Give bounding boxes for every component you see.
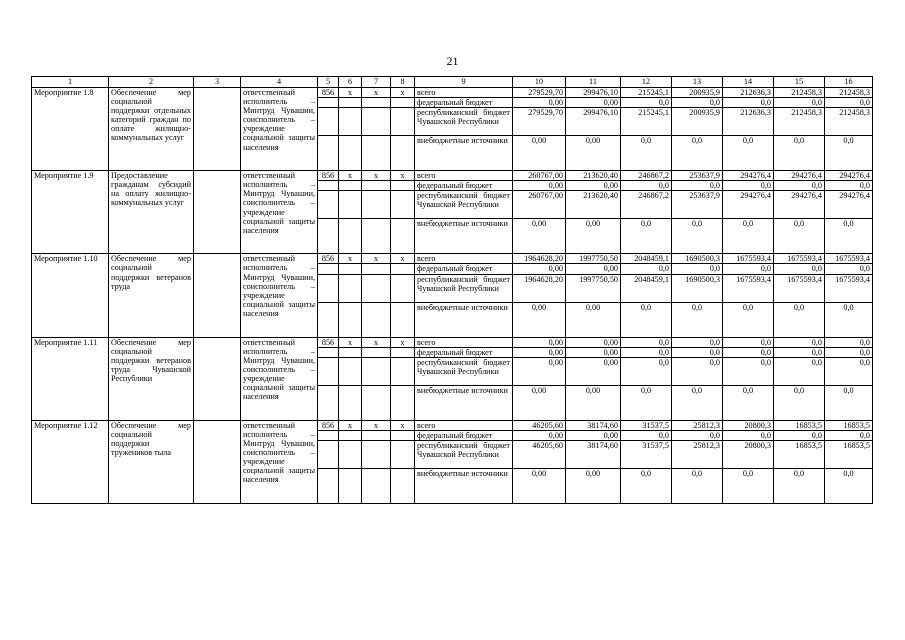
- empty-cell: [391, 347, 415, 357]
- value-cell: 2048459,1: [621, 274, 672, 302]
- code-cell: 856: [318, 420, 339, 430]
- header-cell: 7: [362, 77, 391, 88]
- code-cell: x: [339, 171, 362, 181]
- empty-cell: [339, 219, 362, 254]
- value-cell: 279529,70: [513, 88, 566, 98]
- code-cell: x: [339, 254, 362, 264]
- measure-description: Обеспечение мер социальной поддержки ветеранов труда: [109, 254, 194, 337]
- value-cell: 1964628,20: [513, 274, 566, 302]
- value-cell: 0,0: [774, 136, 825, 171]
- value-cell: 0,00: [566, 302, 621, 337]
- value-cell: 0,0: [774, 219, 825, 254]
- value-cell: 299476,10: [566, 88, 621, 98]
- value-cell: 0,0: [825, 357, 873, 385]
- value-cell: 294276,4: [723, 191, 774, 219]
- code-cell: x: [391, 420, 415, 430]
- value-cell: 0,0: [621, 357, 672, 385]
- value-cell: 0,00: [566, 136, 621, 171]
- value-cell: 0,0: [723, 337, 774, 347]
- value-cell: 0,0: [723, 357, 774, 385]
- value-cell: 0,0: [621, 181, 672, 191]
- empty-cell: [318, 98, 339, 108]
- value-cell: 0,0: [774, 430, 825, 440]
- value-cell: 294276,4: [774, 171, 825, 181]
- value-cell: 1675593,4: [825, 274, 873, 302]
- value-cell: 16853,5: [825, 440, 873, 468]
- measure-description: Предоставление гражданам субсидий на оплату жилищно-коммунальных услуг: [109, 171, 194, 254]
- value-cell: 294276,4: [774, 191, 825, 219]
- value-cell: 0,00: [513, 302, 566, 337]
- code-cell: x: [362, 171, 391, 181]
- value-cell: 0,0: [672, 98, 723, 108]
- value-cell: 25812,3: [672, 420, 723, 430]
- empty-cell: [339, 274, 362, 302]
- value-cell: 0,00: [513, 347, 566, 357]
- code-cell: 856: [318, 254, 339, 264]
- empty-cell: [339, 468, 362, 503]
- measure-executor: ответственный исполнитель – Минтруд Чувашии, соисполнитель – учреждение социальной защиты населения: [241, 254, 318, 337]
- header-cell: 6: [339, 77, 362, 88]
- empty-cell: [339, 108, 362, 136]
- empty-cell: [318, 468, 339, 503]
- value-cell: 0,0: [825, 385, 873, 420]
- empty-cell: [391, 274, 415, 302]
- value-cell: 0,0: [825, 264, 873, 274]
- value-cell: 0,0: [774, 385, 825, 420]
- code-cell: 856: [318, 171, 339, 181]
- code-cell: x: [391, 254, 415, 264]
- value-cell: 0,0: [621, 98, 672, 108]
- value-cell: 0,0: [672, 264, 723, 274]
- value-cell: 212458,3: [825, 108, 873, 136]
- empty-cell: [339, 98, 362, 108]
- value-cell: 1690500,3: [672, 254, 723, 264]
- empty-cell: [318, 357, 339, 385]
- header-cell: 5: [318, 77, 339, 88]
- measure-executor: ответственный исполнитель – Минтруд Чувашии, соисполнитель – учреждение социальной защиты населения: [241, 337, 318, 420]
- value-cell: 38174,60: [566, 440, 621, 468]
- empty-cell: [391, 357, 415, 385]
- empty-cell: [391, 136, 415, 171]
- empty-cell: [339, 430, 362, 440]
- funding-source: федеральный бюджет: [415, 181, 513, 191]
- measure-name: Мероприятие 1.9: [32, 171, 109, 254]
- value-cell: 2048459,1: [621, 254, 672, 264]
- empty-cell: [362, 347, 391, 357]
- empty-cell: [391, 181, 415, 191]
- header-cell: 14: [723, 77, 774, 88]
- empty-cell: [362, 219, 391, 254]
- header-cell: 10: [513, 77, 566, 88]
- value-cell: 0,0: [723, 385, 774, 420]
- value-cell: 0,0: [723, 347, 774, 357]
- empty-cell: [318, 264, 339, 274]
- value-cell: 0,0: [723, 181, 774, 191]
- value-cell: 1675593,4: [723, 254, 774, 264]
- code-cell: x: [391, 337, 415, 347]
- code-cell: x: [362, 88, 391, 98]
- funding-source: федеральный бюджет: [415, 430, 513, 440]
- funding-source: внебюджетные источники: [415, 136, 513, 171]
- funding-source: республиканский бюджет Чувашской Республики: [415, 191, 513, 219]
- measure-name: Мероприятие 1.8: [32, 88, 109, 171]
- empty-cell: [194, 254, 241, 337]
- empty-cell: [391, 264, 415, 274]
- empty-cell: [339, 264, 362, 274]
- table-row: [32, 254, 873, 264]
- value-cell: 0,0: [825, 347, 873, 357]
- empty-cell: [362, 264, 391, 274]
- value-cell: 0,0: [723, 468, 774, 503]
- value-cell: 1964628,20: [513, 254, 566, 264]
- value-cell: 253637,9: [672, 171, 723, 181]
- empty-cell: [362, 274, 391, 302]
- value-cell: 0,00: [566, 181, 621, 191]
- page-number: 21: [446, 54, 459, 68]
- value-cell: 0,00: [513, 385, 566, 420]
- empty-cell: [391, 468, 415, 503]
- empty-cell: [318, 136, 339, 171]
- empty-cell: [194, 337, 241, 420]
- empty-cell: [391, 430, 415, 440]
- measure-description: Обеспечение мер социальной поддержки отдельных категорий граждан по оплате жилищно-коммунальных услуг: [109, 88, 194, 171]
- value-cell: 0,0: [621, 337, 672, 347]
- value-cell: 0,0: [621, 385, 672, 420]
- value-cell: 260767,00: [513, 191, 566, 219]
- table-row: [32, 171, 873, 181]
- value-cell: 0,0: [672, 181, 723, 191]
- value-cell: 0,0: [672, 337, 723, 347]
- funding-source: республиканский бюджет Чувашской Республики: [415, 274, 513, 302]
- table-row: [32, 88, 873, 98]
- header-cell: 8: [391, 77, 415, 88]
- measure-name: Мероприятие 1.11: [32, 337, 109, 420]
- value-cell: 215245,1: [621, 88, 672, 98]
- empty-cell: [339, 302, 362, 337]
- value-cell: 0,0: [774, 302, 825, 337]
- value-cell: 0,00: [513, 468, 566, 503]
- value-cell: 0,00: [513, 181, 566, 191]
- header-cell: 11: [566, 77, 621, 88]
- code-cell: 856: [318, 88, 339, 98]
- value-cell: 0,0: [621, 468, 672, 503]
- budget-table: [31, 76, 873, 504]
- funding-source: внебюджетные источники: [415, 468, 513, 503]
- value-cell: 0,0: [774, 98, 825, 108]
- empty-cell: [391, 108, 415, 136]
- value-cell: 0,0: [825, 181, 873, 191]
- funding-source: республиканский бюджет Чувашской Республики: [415, 440, 513, 468]
- measure-executor: ответственный исполнитель – Минтруд Чувашии, соисполнитель – учреждение социальной защиты населения: [241, 88, 318, 171]
- value-cell: 0,00: [513, 264, 566, 274]
- measure-name: Мероприятие 1.10: [32, 254, 109, 337]
- value-cell: 212458,3: [774, 108, 825, 136]
- funding-source: республиканский бюджет Чувашской Республики: [415, 108, 513, 136]
- value-cell: 0,00: [566, 98, 621, 108]
- empty-cell: [362, 181, 391, 191]
- value-cell: 1690500,3: [672, 274, 723, 302]
- value-cell: 0,0: [672, 430, 723, 440]
- empty-cell: [318, 274, 339, 302]
- value-cell: 0,00: [566, 430, 621, 440]
- value-cell: 0,0: [723, 98, 774, 108]
- value-cell: 0,0: [621, 136, 672, 171]
- value-cell: 1675593,4: [774, 254, 825, 264]
- empty-cell: [194, 420, 241, 503]
- value-cell: 213620,40: [566, 191, 621, 219]
- value-cell: 20800,3: [723, 420, 774, 430]
- code-cell: x: [339, 420, 362, 430]
- funding-source: всего: [415, 171, 513, 181]
- value-cell: 0,0: [672, 357, 723, 385]
- header-row: [32, 77, 873, 88]
- funding-source: федеральный бюджет: [415, 347, 513, 357]
- header-cell: 2: [109, 77, 194, 88]
- empty-cell: [362, 136, 391, 171]
- value-cell: 294276,4: [723, 171, 774, 181]
- empty-cell: [318, 347, 339, 357]
- table-row: [32, 420, 873, 430]
- value-cell: 0,00: [566, 357, 621, 385]
- empty-cell: [194, 88, 241, 171]
- empty-cell: [318, 440, 339, 468]
- value-cell: 0,0: [825, 337, 873, 347]
- value-cell: 31537,5: [621, 440, 672, 468]
- header-cell: 15: [774, 77, 825, 88]
- header-cell: 16: [825, 77, 873, 88]
- empty-cell: [362, 98, 391, 108]
- value-cell: 260767,00: [513, 171, 566, 181]
- value-cell: 0,0: [621, 302, 672, 337]
- funding-source: республиканский бюджет Чувашской Республики: [415, 357, 513, 385]
- value-cell: 0,0: [672, 136, 723, 171]
- value-cell: 215245,1: [621, 108, 672, 136]
- funding-source: всего: [415, 254, 513, 264]
- empty-cell: [391, 191, 415, 219]
- value-cell: 0,0: [621, 347, 672, 357]
- code-cell: x: [339, 337, 362, 347]
- code-cell: x: [391, 88, 415, 98]
- empty-cell: [391, 385, 415, 420]
- funding-source: всего: [415, 337, 513, 347]
- value-cell: 0,00: [513, 357, 566, 385]
- value-cell: 16853,5: [774, 420, 825, 430]
- value-cell: 0,0: [672, 468, 723, 503]
- value-cell: 0,0: [825, 136, 873, 171]
- empty-cell: [318, 181, 339, 191]
- value-cell: 0,0: [621, 219, 672, 254]
- value-cell: 212458,3: [825, 88, 873, 98]
- code-cell: x: [339, 88, 362, 98]
- empty-cell: [194, 171, 241, 254]
- header-cell: 9: [415, 77, 513, 88]
- table-row: [32, 337, 873, 347]
- value-cell: 0,0: [723, 264, 774, 274]
- code-cell: x: [362, 254, 391, 264]
- value-cell: 299476,10: [566, 108, 621, 136]
- value-cell: 0,00: [513, 219, 566, 254]
- value-cell: 0,0: [774, 468, 825, 503]
- header-cell: 1: [32, 77, 109, 88]
- code-cell: 856: [318, 337, 339, 347]
- value-cell: 0,0: [621, 264, 672, 274]
- funding-source: внебюджетные источники: [415, 219, 513, 254]
- measure-executor: ответственный исполнитель – Минтруд Чувашии, соисполнитель – учреждение социальной защиты населения: [241, 420, 318, 503]
- empty-cell: [362, 302, 391, 337]
- value-cell: 0,00: [513, 430, 566, 440]
- empty-cell: [362, 468, 391, 503]
- value-cell: 16853,5: [825, 420, 873, 430]
- value-cell: 20800,3: [723, 440, 774, 468]
- value-cell: 0,0: [825, 302, 873, 337]
- value-cell: 1997750,50: [566, 254, 621, 264]
- value-cell: 246867,2: [621, 171, 672, 181]
- value-cell: 0,0: [723, 219, 774, 254]
- value-cell: 0,00: [566, 264, 621, 274]
- empty-cell: [339, 440, 362, 468]
- funding-source: федеральный бюджет: [415, 264, 513, 274]
- empty-cell: [318, 219, 339, 254]
- empty-cell: [318, 385, 339, 420]
- value-cell: 212636,3: [723, 108, 774, 136]
- value-cell: 16853,5: [774, 440, 825, 468]
- value-cell: 0,0: [672, 347, 723, 357]
- value-cell: 0,0: [621, 430, 672, 440]
- empty-cell: [318, 108, 339, 136]
- value-cell: 0,0: [774, 181, 825, 191]
- value-cell: 0,0: [825, 468, 873, 503]
- funding-source: всего: [415, 88, 513, 98]
- value-cell: 200935,9: [672, 88, 723, 98]
- value-cell: 0,0: [774, 347, 825, 357]
- value-cell: 0,00: [566, 219, 621, 254]
- value-cell: 0,0: [723, 430, 774, 440]
- value-cell: 1997750,50: [566, 274, 621, 302]
- measure-name: Мероприятие 1.12: [32, 420, 109, 503]
- value-cell: 0,00: [566, 337, 621, 347]
- empty-cell: [318, 191, 339, 219]
- funding-source: внебюджетные источники: [415, 385, 513, 420]
- value-cell: 0,0: [672, 302, 723, 337]
- empty-cell: [362, 440, 391, 468]
- funding-source: федеральный бюджет: [415, 98, 513, 108]
- measure-executor: ответственный исполнитель – Минтруд Чувашии, соисполнитель – учреждение социальной защиты населения: [241, 171, 318, 254]
- value-cell: 1675593,4: [723, 274, 774, 302]
- funding-source: внебюджетные источники: [415, 302, 513, 337]
- empty-cell: [339, 357, 362, 385]
- empty-cell: [362, 357, 391, 385]
- value-cell: 294276,4: [825, 191, 873, 219]
- value-cell: 38174,60: [566, 420, 621, 430]
- empty-cell: [362, 191, 391, 219]
- empty-cell: [339, 181, 362, 191]
- empty-cell: [391, 302, 415, 337]
- value-cell: 46205,60: [513, 420, 566, 430]
- value-cell: 212458,3: [774, 88, 825, 98]
- value-cell: 25812,3: [672, 440, 723, 468]
- value-cell: 0,0: [672, 219, 723, 254]
- value-cell: 1675593,4: [825, 254, 873, 264]
- empty-cell: [339, 191, 362, 219]
- value-cell: 0,00: [513, 337, 566, 347]
- value-cell: 0,00: [566, 468, 621, 503]
- measure-description: Обеспечение мер социальной поддержки ветеранов труда Чувашской Республики: [109, 337, 194, 420]
- empty-cell: [391, 219, 415, 254]
- value-cell: 0,0: [723, 302, 774, 337]
- value-cell: 253637,9: [672, 191, 723, 219]
- value-cell: 0,0: [723, 136, 774, 171]
- value-cell: 0,0: [774, 337, 825, 347]
- empty-cell: [362, 108, 391, 136]
- value-cell: 246867,2: [621, 191, 672, 219]
- code-cell: x: [362, 420, 391, 430]
- value-cell: 200935,9: [672, 108, 723, 136]
- value-cell: 0,0: [825, 219, 873, 254]
- value-cell: 0,0: [672, 385, 723, 420]
- empty-cell: [362, 430, 391, 440]
- empty-cell: [362, 385, 391, 420]
- value-cell: 0,00: [513, 136, 566, 171]
- value-cell: 294276,4: [825, 171, 873, 181]
- value-cell: 31537,5: [621, 420, 672, 430]
- value-cell: 279529,70: [513, 108, 566, 136]
- empty-cell: [339, 347, 362, 357]
- empty-cell: [339, 136, 362, 171]
- value-cell: 0,00: [513, 98, 566, 108]
- value-cell: 0,0: [774, 357, 825, 385]
- value-cell: 0,00: [566, 347, 621, 357]
- code-cell: x: [391, 171, 415, 181]
- value-cell: 0,0: [825, 98, 873, 108]
- value-cell: 1675593,4: [774, 274, 825, 302]
- empty-cell: [339, 385, 362, 420]
- value-cell: 213620,40: [566, 171, 621, 181]
- measure-description: Обеспечение мер социальной поддержки тружеников тыла: [109, 420, 194, 503]
- value-cell: 0,00: [566, 385, 621, 420]
- code-cell: x: [362, 337, 391, 347]
- empty-cell: [391, 98, 415, 108]
- value-cell: 46205,60: [513, 440, 566, 468]
- empty-cell: [391, 440, 415, 468]
- header-cell: 4: [241, 77, 318, 88]
- funding-source: всего: [415, 420, 513, 430]
- value-cell: 0,0: [774, 264, 825, 274]
- header-cell: 13: [672, 77, 723, 88]
- value-cell: 0,0: [825, 430, 873, 440]
- header-cell: 12: [621, 77, 672, 88]
- empty-cell: [318, 302, 339, 337]
- header-cell: 3: [194, 77, 241, 88]
- value-cell: 212636,3: [723, 88, 774, 98]
- empty-cell: [318, 430, 339, 440]
